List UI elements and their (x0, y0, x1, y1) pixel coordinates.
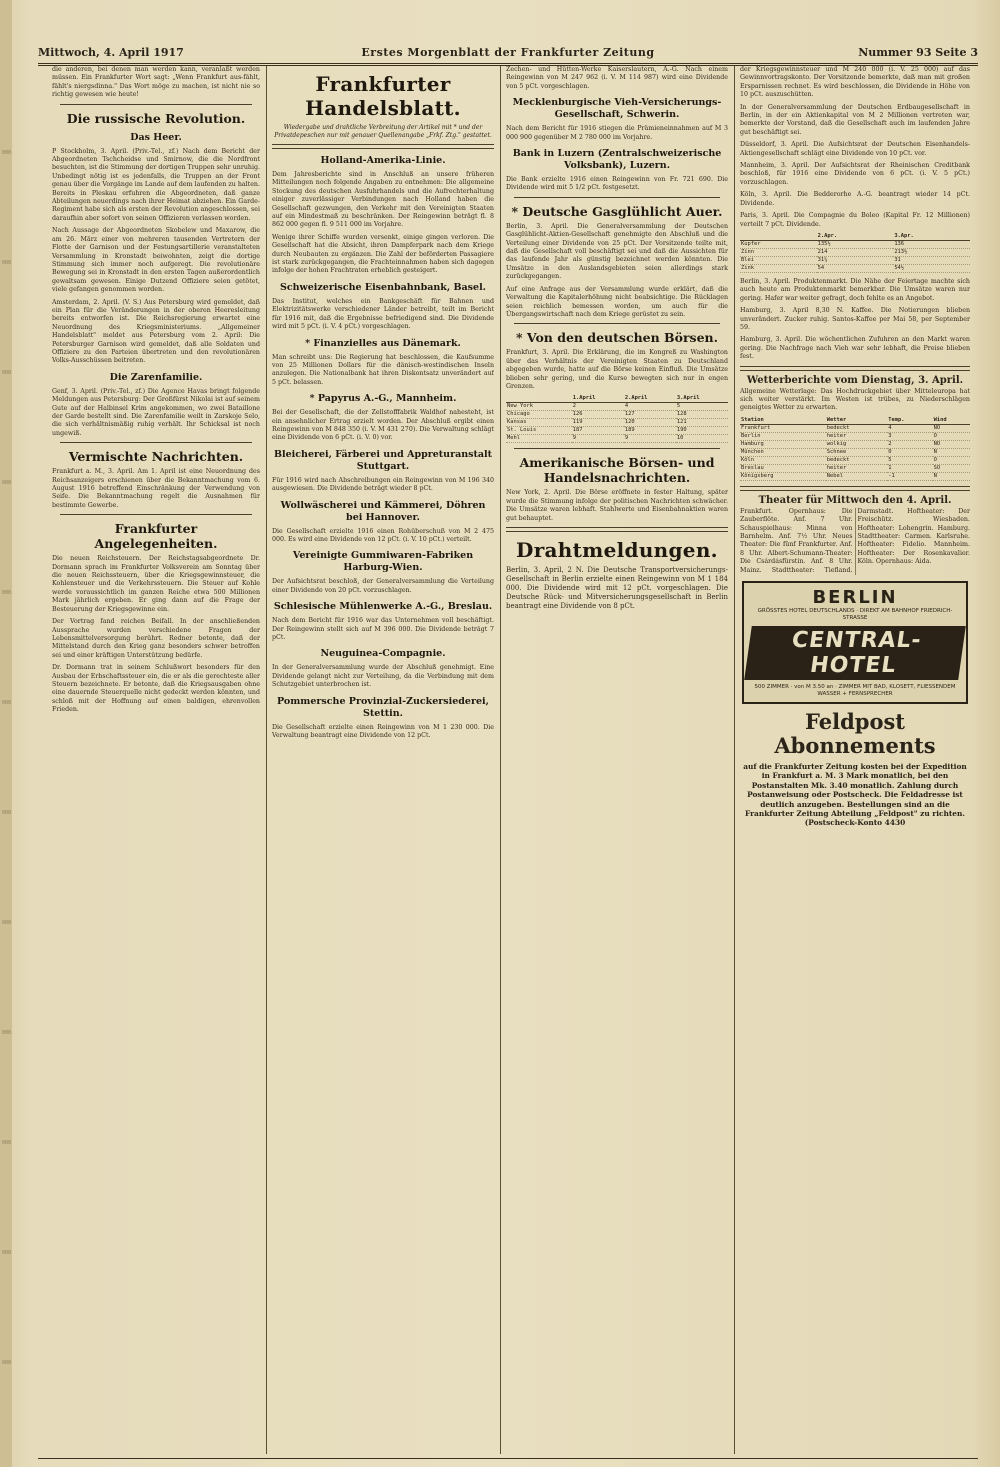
article-text: Die neuen Reichsteuern. Der Reichstagsabgeordnete Dr. Dormann sprach im Frankfurter Volksverein am Sonntag über die neuen Reichssteuern, über die Kriegsgewinnsteuer, die Kohlensteuer und die Verkehrssteuern. Die Steuer auf Kohle werde voraussichtlich im ganzen Reiche etwa 500 Millionen Mark jährlich ergeben. Er ging dann auf die Frage der Besteuerung der Kriegsgewinne ein. (52, 555, 260, 613)
divider (514, 197, 720, 198)
feldpost-title: Feldpost Abonnements (774, 709, 936, 759)
article-text: Berlin, 3. April. Produktenmarkt. Die Nähe der Feiertage machte sich auch heute am Produktenmarkt bemerkbar. Die Umsätze waren nur gering. Hafer war weiter gefragt, doch fehlte es an Angebot. (740, 277, 970, 302)
table-row: Kupfer 135½ 136 (740, 240, 970, 248)
table-row: Frankfurt bedeckt 4 NO (740, 424, 970, 432)
scan-ruler (2, 0, 10, 1467)
subhead-gummi: Vereinigte Gummiwaren-Fabriken Harburg-Wien. (292, 550, 474, 574)
ad-details: 500 ZIMMER · von M 3.50 an · ZIMMER MIT BAD, KLOSETT, FLIESSENDEM WASSER + FERNSPRECHER (754, 684, 956, 698)
article-text: Dr. Dormann trat in seinem Schlußwort besonders für den Ausbau der Erbschaftssteuer ein, die er als die gerechteste aller Steuern bezeichnete. Er betonte, daß die Kriegsausgaben ohne eine dauernde Steuerquelle nicht gedeckt werden könnten, und schloß mit der Hoffnung auf einen baldigen, ehrenvollen Frieden. (52, 664, 260, 714)
issue-number: Nummer 93 Seite 3 (858, 46, 978, 59)
theater-listing (740, 508, 970, 575)
column-3 (506, 66, 728, 1456)
article-text: Bei der Gesellschaft, die der Zellstofffabrik Waldhof nahesteht, ist ein ansehnlicher Ertrag erzielt worden. Der Abschluß ergibt einen Reingewinn von M 848 350 (i. V. M 431 270). Die Verwaltung schlägt eine Dividende von 6 pCt. (i. V. 0) vor. (272, 409, 494, 442)
double-rule (506, 527, 728, 532)
article-text: Wenige ihrer Schiffe wurden versenkt, einige gingen verloren. Die Gesellschaft hat die Absicht, ihren Dampferpark nach dem Kriege durch Neubauten zu ergänzen. Die Zahl der beförderten Passagiere ist stark zurückgegangen, die Frachteinnahmen haben sich dagegen infolge der hohen Frachtraten erheblich gesteigert. (272, 233, 494, 275)
table-header: Wetter (826, 417, 888, 425)
subhead-zuckersiederei: Pommersche Provinzial-Zuckersiederei, Stettin. (277, 695, 489, 719)
headline-angelegenheiten: Frankfurter Angelegenheiten. (94, 521, 218, 552)
article-text: Zechen- und Hütten-Werke Kaiserslautern, A.-G. Nach einem Reingewinn von M 247 962 (i. V. M 114 987) wird eine Dividende von 5 pCt. vorgeschlagen. (506, 66, 728, 90)
headline-wetterberichte: Wetterberichte vom Dienstag, 3. April. (746, 374, 964, 386)
table-header: Temp. (887, 417, 932, 425)
double-rule (272, 144, 494, 149)
ruler-mark: 000 (2, 150, 12, 156)
table-header: 3.Apr. (893, 233, 970, 241)
table-header (740, 233, 817, 241)
article-text: Berlin, 3. April. Die Generalversammlung der Deutschen Gasglühlicht-Aktien-Gesellschaft genehmigte den Abschluß und die Verteilung einer Dividende von 25 pCt. Der Vorsitzende teilte mit, daß die Gesellschaft voll beschäftigt sei und daß die Aussichten für das laufende Jahr als günstig bezeichnet werden könnten. Die Umsätze in den Auslandsgebieten seien allerdings stark zurückgegangen. (506, 222, 728, 281)
article-text: Die Gesellschaft erzielte 1916 einen Rohüberschuß von M 2 475 000. Es wird eine Dividende von 12 pCt. (i. V. 10 pCt.) verteilt. (272, 527, 494, 543)
headline-boersen: * Von den deutschen Börsen. (516, 330, 718, 346)
reprint-notice: Wiedergabe und drahtliche Verbreitung der Artikel mit * und der Privatdepeschen nur mit genauer Quellenangabe „Frkf. Ztg." gestattet. (274, 124, 492, 139)
table-row: Königsberg Nebel -1 N (740, 472, 970, 480)
article-text: der Kriegsgewinnsteuer und M 240 000 (i. V. 25 000) auf das Gewinnvortragskonto. Der Vorsitzende bemerkte, daß man mit großen Ersparnissen rechnet. Es wird beschlossen, die Dividende in Höhe von 10 pCt. auszuschütten. (740, 66, 970, 99)
table-row: Zink 54 54½ (740, 264, 970, 272)
subhead-bank-luzern: Bank in Luzern (Zentralschweizerische Volksbank), Luzern. (512, 148, 722, 172)
ruler-mark: 000 (2, 810, 12, 816)
ruler-mark: 000 (2, 480, 12, 486)
table-row: Breslau heiter 1 SO (740, 464, 970, 472)
table-row: Hamburg wolkig 2 NO (740, 440, 970, 448)
ruler-mark: 000 (2, 260, 12, 266)
table-header: 2.Apr. (817, 233, 894, 241)
weather-table (740, 417, 970, 481)
ruler-mark: 000 (2, 1140, 12, 1146)
article-text: Die Bank erzielte 1916 einen Reingewinn von Fr. 721 690. Die Dividende wird mit 5 1/2 pCt. festgesetzt. (506, 176, 728, 192)
column-rule (266, 66, 267, 1454)
intro-text: die anderen, bei denen man werden kann, veranlaßt werden müssen. Ein Frankfurter Wort sagt: „Wenn Frankfurt aus-fählt, fählt's niergsdinna." Das Wort möge zu machen, ist nicht nie so richtig gewesen wie heute! (52, 66, 260, 99)
column-rule (734, 66, 735, 1454)
article-text: Hamburg, 3. April 8,30 N. Kaffee. Die Notierungen blieben unverändert. Zucker ruhig. Santos-Kaffee per Mai 58, per September 59. (740, 307, 970, 331)
subhead-zarenfamilie: Die Zarenfamilie. (109, 371, 203, 383)
headline-handelsblatt: Frankfurter Handelsblatt. (305, 72, 461, 120)
divider (514, 448, 720, 449)
article-text: Dem Jahresberichte sind in Anschluß an unsere früheren Mitteilungen noch folgende Angaben zu entnehmen: Die allgemeine Stockung des deutschen Ausfuhrhandels und die Aufrechterhaltung einiger zuverlässiger Verbindungen nach Holland haben die Gesellschaft gezwungen, den Verkehr mit den Vereinigten Staaten auf ein Mindestmaß zu beschränken. Der Reingewinn beträgt fl. 8 862 000 gegen fl. 9 511 000 im Vorjahre. (272, 171, 494, 229)
divider (60, 442, 252, 443)
article-text: New York, 2. April. Die Börse eröffnete in fester Haltung, später wurde die Stimmung infolge der politischen Nachrichten schwächer. Die Umsätze waren lebhaft. Stahlwerte und Eisenbahnaktien waren gut behauptet. (506, 489, 728, 522)
headline-drahtmeldungen: Drahtmeldungen. (516, 537, 718, 562)
hotel-advertisement (742, 581, 968, 704)
ad-hotel-name: CENTRAL-HOTEL (744, 626, 966, 680)
subhead-eisenbahnbank: Schweizerische Eisenbahnbank, Basel. (280, 281, 486, 293)
article-text: Genf, 3. April. (Priv.-Tel., zf.) Die Agence Havas bringt folgende Meldungen aus Petersburg: Der Großfürst Nikolai ist auf seinem Gute auf der Halbinsel Krim angekommen, wo zwei Bataillone der Garde bestellt sind. Die Zarenfamilie weilt in Zarskoje Selo, die sich verhältnismäßig ruhig verhält. Ihr Schicksal ist noch ungewiß. (52, 387, 260, 437)
subhead-muehlenwerke: Schlesische Mühlenwerke A.-G., Breslau. (273, 601, 493, 613)
table-header: 2.April (624, 395, 676, 403)
table-header: Wind (933, 417, 970, 425)
article-text: Das Institut, welches ein Bankgeschäft für Bahnen und Elektrizitätswerke verschiedener Länder betreibt, teilt im Bericht für 1916 mit, daß die Ergebnisse befriedigend sind. Die Dividende wird mit 5 pCt. (i. V. 4 pCt.) vorgeschlagen. (272, 297, 494, 331)
column-4 (740, 66, 970, 1456)
article-text: Amsterdam, 2. April. (V. S.) Aus Petersburg wird gemeldet, daß ein Plan für die Veränderungen in der oberen Heeresleitung bereits entworfen ist. Die Reichsregierung erwartet eine Neuordnung des Kriegsministeriums. „Allgemeiner Handelsblatt" meldet aus Petersburg vom 2. April: Die Petersburger Garnison wird gemeldet, daß alle Soldaten und Offiziere zu den Parteien übertreten und den revolutionären Volks-Ausschüssen beitreten. (52, 298, 260, 365)
article-text: Für 1916 wird nach Abschreibungen ein Reingewinn von M 196 340 ausgewiesen. Die Dividende beträgt wieder 8 pCt. (272, 476, 494, 493)
article-text: P Stockholm, 3. April. (Priv.-Tel., zf.) Nach dem Bericht der Abgeordneten Tschcheidse und Smirnow, die die Nordfront besuchten, ist die Stimmung der dortigen Truppen sehr unruhig. Unbedingt nötig ist es jedenfalls, die Truppen an der Front genau über die Vorgänge im Lande auf dem laufenden zu halten. Bereits in Pleskau erfuhren die Abgeordneten, daß ganze Abteilungen neuerdings nach ihrer Heimat abziehen. Ein Garde-Regiment habe sich als ersten der Revolution angeschlossen, sei daraufhin aber sofort von seinen Offizieren verlassen worden. (52, 147, 260, 222)
subhead-viehversicherung: Mecklenburgische Vieh-Versicherungs-Gesellschaft, Schwerin. (512, 97, 722, 121)
table-row: Zinn 214 213½ (740, 248, 970, 256)
headline-revolution: Die russische Revolution. (66, 110, 246, 126)
ruler-mark: 000 (2, 1360, 12, 1366)
double-rule (740, 366, 970, 371)
table-header: Station (740, 417, 826, 425)
table-header: 1.April (572, 395, 624, 403)
subhead-bleicherei: Bleicherei, Färberei und Appreturanstalt Stuttgart. (273, 448, 493, 472)
article-text: Auf eine Anfrage aus der Versammlung wurde erklärt, daß die Verwaltung die Kapitalerhöhung nicht beabsichtige. Die Rücklagen seien reichlich bemessen worden, um auch für die Übergangswirtschaft nach dem Kriege gerüstet zu sein. (506, 285, 728, 318)
article-text: Nach Aussage der Abgeordneten Skobelew und Maxarow, die am 26. März einer von mehreren tausenden Vertretern der Flotte der Garnison und der Festungsartillerie veranstalteten Versammlung in Kronstadt beiwohnten, zeigt die dortige Stimmung sich immer noch aufgeregt. Die revolutionäre Bewegung sei in Kronstadt in den ersten Tagen außerordentlich gewaltsam gewesen. Einige Dutzend Offiziere seien getötet, viele gefangen genommen worden. (52, 227, 260, 294)
table-header (506, 395, 572, 403)
table-row: Blei 31¼ 31 (740, 256, 970, 264)
table-row: Köln bedeckt 5 O (740, 456, 970, 464)
article-text: Mannheim, 3. April. Der Aufsichtsrat der Rheinischen Creditbank beschloß, für 1916 eine Dividende von 6 pCt. (i. V. 5 pCt.) vorzuschlagen. (740, 162, 970, 186)
article-text: In der Generalversammlung der Deutschen Erdbaugesellschaft in Berlin, in der ein Aktienkapital von M 2 Millionen vertreten war, bemerkte der Vorstand, daß die Gesellschaft auch im laufenden Jahre gut beschäftigt sei. (740, 103, 970, 136)
column-2 (272, 66, 494, 1456)
ruler-mark: 000 (2, 590, 12, 596)
ruler-mark: 000 (2, 700, 12, 706)
metals-table (740, 233, 970, 273)
weather-text: Allgemeine Wetterlage: Das Hochdruckgebiet über Mitteleuropa hat sich weiter verstärkt. Im Westen ist trübes, zu Niederschlägen geneigtes Wetter zu erwarten. (740, 387, 970, 412)
ruler-mark: 000 (2, 920, 12, 926)
table-row: St. Louis 187 189 190 (506, 427, 728, 435)
table-row: München Schnee 0 N (740, 448, 970, 456)
divider (60, 104, 252, 105)
ad-subline: GRÖSSTES HOTEL DEUTSCHLANDS · DIREKT AM BAHNHOF FRIEDRICH-STRASSE (757, 608, 953, 622)
subhead-heer: Das Heer. (130, 131, 182, 143)
column-1 (52, 66, 260, 1456)
ruler-mark: 000 (2, 370, 12, 376)
ruler-mark: 000 (2, 1030, 12, 1036)
article-text: Nach dem Bericht für 1916 war das Unternehmen voll beschäftigt. Der Reingewinn stellt sich auf M 396 000. Die Dividende beträgt 7 pCt. (272, 617, 494, 641)
article-text: Hamburg, 3. April. Die wöchentlichen Zufuhren an den Markt waren gering. Die Nachfrage nach Vieh war sehr lebhaft, die Preise blieben fest. (740, 336, 970, 361)
divider (514, 323, 720, 324)
subhead-holland-amerika: Holland-Amerika-Linie. (320, 155, 446, 166)
article-text: Man schreibt uns: Die Regierung hat beschlossen, die Kaufsumme von 25 Millionen Dollars für die dänisch-westindischen Inseln anzulegen. Die Nationalbank hat ihren Diskontsatz unverändert auf 5 pCt. belassen. (272, 353, 494, 386)
theater-text: Frankfurt. Opernhaus: Die Zauberflöte. Anf. 7 Uhr. Schauspielhaus: Minna von Barnhelm. Anf. 7½ Uhr. Neues Theater: Die fünf Frankfurter. Anf. 8 Uhr. Albert-Schumann-Theater: Die Csárdásfürstin. Anf. 8 Uhr. Mainz. Stadttheater: Tiefland. Darmstadt. Hoftheater: Der Freischütz. Wiesbaden. Hoftheater: Lohengrin. Hamburg. Stadttheater: Carmen. Karlsruhe. Hoftheater: Fidelio. Mannheim. Hoftheater: Der Rosenkavalier. Köln. Opernhaus: Aida. (740, 507, 970, 574)
article-text: Der Aufsichtsrat beschloß, der Generalversammlung die Verteilung einer Dividende von 20 pCt. vorzuschlagen. (272, 578, 494, 594)
bottom-rule (38, 1458, 978, 1459)
article-text: Köln, 3. April. Die Bedderorhe A.-G. beantragt wieder 14 pCt. Dividende. (740, 191, 970, 207)
masthead-rule (38, 63, 978, 64)
table-row: Berlin heiter 3 O (740, 432, 970, 440)
article-text: Die Gesellschaft erzielte einen Reingewinn von M 1 230 000. Die Verwaltung beantragt eine Dividende von 12 pCt. (272, 723, 494, 740)
headline-vermischte: Vermischte Nachrichten. (68, 449, 244, 465)
masthead (38, 44, 978, 64)
ruler-mark: 000 (2, 1250, 12, 1256)
feldpost-text: auf die Frankfurter Zeitung kosten bei der Expedition in Frankfurt a. M. 3 Mark monatlich, bei den Postanstalten Mk. 3.40 monatlich. Zahlung durch Postanweisung oder Postscheck. Die Feldadresse ist deutlich anzugeben. Bestellungen sind an die Frankfurter Zeitung Abteilung „Feldpost" zu richten. (Postscheck-Konto 4430 (743, 762, 967, 828)
article-text: Berlin, 3. April, 2 N. Die Deutsche Transportversicherungs-Gesellschaft in Berlin erzielte einen Reingewinn von M 1 184 000. Die Dividende wird mit 12 pCt. vorgeschlagen. Die Deutsche Rück- und Mitversicherungsgesellschaft in Berlin beantragt eine Dividende von 8 pCt. (506, 565, 728, 610)
table-row: Mehl 9 9 10 (506, 435, 728, 443)
article-text: Der Vortrag fand reichen Beifall. In der anschließenden Aussprache wurden verschiedene Fragen der Lebensmittelversorgung berührt. Redner betonte, daß der Mittelstand durch den Krieg ganz besonders schwer betroffen sei und einer kräftigen Unterstützung bedürfe. (52, 618, 260, 659)
headline-amerikanische-boersen: Amerikanische Börsen- und Handelsnachrichten. (519, 455, 715, 486)
subhead-neuguinea: Neuguinea-Compagnie. (320, 648, 446, 660)
table-header: 3.April (676, 395, 728, 403)
subhead-daenemark: * Finanzielles aus Dänemark. (305, 337, 461, 349)
article-text: Paris, 3. April. Die Compagnie du Boleo (Kapital Fr. 12 Millionen) verteilt 7 pCt. Dividende. (740, 212, 970, 228)
table-row: New York 2 4 5 (506, 403, 728, 411)
subhead-papyrus: * Papyrus A.-G., Mannheim. (309, 393, 457, 405)
ad-city: BERLIN (812, 587, 898, 609)
double-rule (740, 486, 970, 491)
headline-gasgluehlicht: * Deutsche Gasglühlicht Auer. (511, 203, 723, 219)
headline-theater: Theater für Mittwoch den 4. April. (758, 494, 952, 506)
article-text: Frankfurt, 3. April. Die Erklärung, die im Kongreß zu Washington über das Verhältnis der Vereinigten Staaten zu Deutschland abgegeben wurde, hatte auf die Börse keinen Einfluß. Die Umsätze blieben sehr gering, und die Kurse bewegten sich nur in engen Grenzen. (506, 349, 728, 390)
paper-title: Erstes Morgenblatt der Frankfurter Zeitung (361, 46, 655, 59)
divider (60, 514, 252, 515)
subhead-wollwaescherei: Wollwäscherei und Kämmerei, Döhren bei Hannover. (280, 499, 486, 523)
boerse-table (506, 395, 728, 443)
article-text: Frankfurt a. M., 3. April. Am 1. April ist eine Neuordnung des Reichsanzeigers erschienen über die Bekanntmachung vom 6. August 1916 betreffend Einschränkung der Verwendung von Seife. Die Bekanntmachung regelt die Ausnahmen für bestimmte Gewerbe. (52, 468, 260, 509)
column-rule (500, 66, 501, 1454)
article-text: In der Generalversammlung wurde der Abschluß genehmigt. Eine Dividende gelangt nicht zur Verteilung, da die Verbindung mit dem Schutzgebiet unterbrochen ist. (272, 664, 494, 689)
article-text: Nach dem Bericht für 1916 stiegen die Prämieneinnahmen auf M 3 000 900 gegenüber M 2 780 000 im Vorjahre. (506, 125, 728, 141)
table-row: Chicago 126 127 128 (506, 411, 728, 419)
issue-date: Mittwoch, 4. April 1917 (38, 46, 184, 59)
article-text: Düsseldorf, 3. April. Die Aufsichtsrat der Deutschen Eisenhandels-Aktiengesellschaft schlägt eine Dividende von 10 pCt. vor. (740, 141, 970, 157)
table-row: Kansas 119 120 121 (506, 419, 728, 427)
